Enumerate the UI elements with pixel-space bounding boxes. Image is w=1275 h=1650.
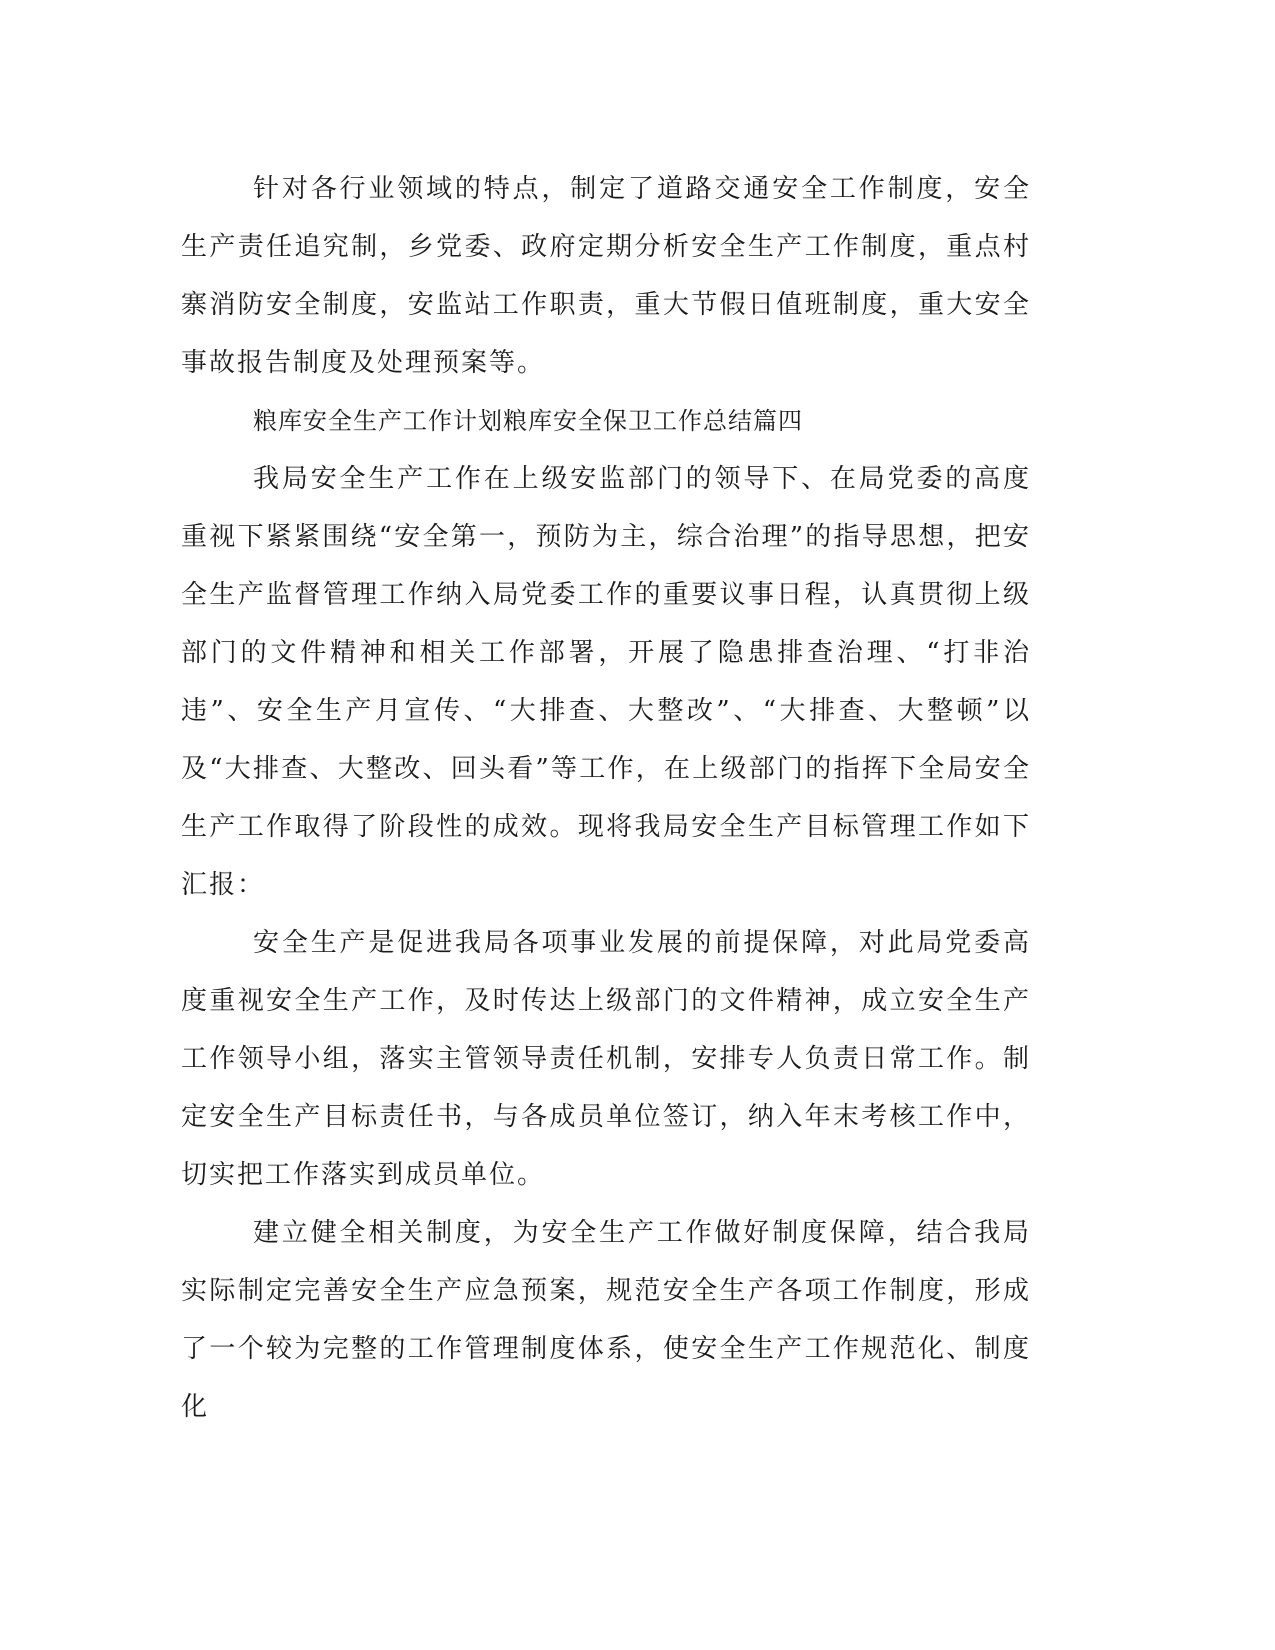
paragraph-introduction: 我局安全生产工作在上级安监部门的领导下、在局党委的高度重视下紧紧围绕“安全第一，预防为主，综合治理”的指导思想，把安全生产监督管理工作纳入局党委工作的重要议事日程，认真贯彻上级部门的文件精神和相关工作部署，开展了隐患排查治理、“打非治违”、安全生产月宣传、“大排查、大整改”、“大排查、大整顿”以及“大排查、大整改、回头看”等工作，在上级部门的指挥下全局安全生产工作取得了阶段性的成效。现将我局安全生产目标管理工作如下汇报：: [181, 464, 1031, 900]
paragraph-institutions: 建立健全相关制度，为安全生产工作做好制度保障，结合我局实际制定完善安全生产应急预案，规范安全生产各项工作制度，形成了一个较为完整的工作管理制度体系，使安全生产工作规范化、制度化: [181, 1218, 1031, 1422]
paragraph-regulations: 针对各行业领域的特点，制定了道路交通安全工作制度，安全生产责任追究制，乡党委、政府定期分析安全生产工作制度，重点村寨消防安全制度，安监站工作职责，重大节假日值班制度，重大安全事故报告制度及处理预案等。: [181, 174, 1031, 378]
paragraph-leadership: 安全生产是促进我局各项事业发展的前提保障，对此局党委高度重视安全生产工作，及时传达上级部门的文件精神，成立安全生产工作领导小组，落实主管领导责任机制，安排专人负责日常工作。制定安全生产目标责任书，与各成员单位签订，纳入年末考核工作中，切实把工作落实到成员单位。: [181, 928, 1031, 1190]
section-heading: 粮库安全生产工作计划粮库安全保卫工作总结篇四: [253, 407, 803, 435]
document-body: [181, 160, 1031, 1436]
